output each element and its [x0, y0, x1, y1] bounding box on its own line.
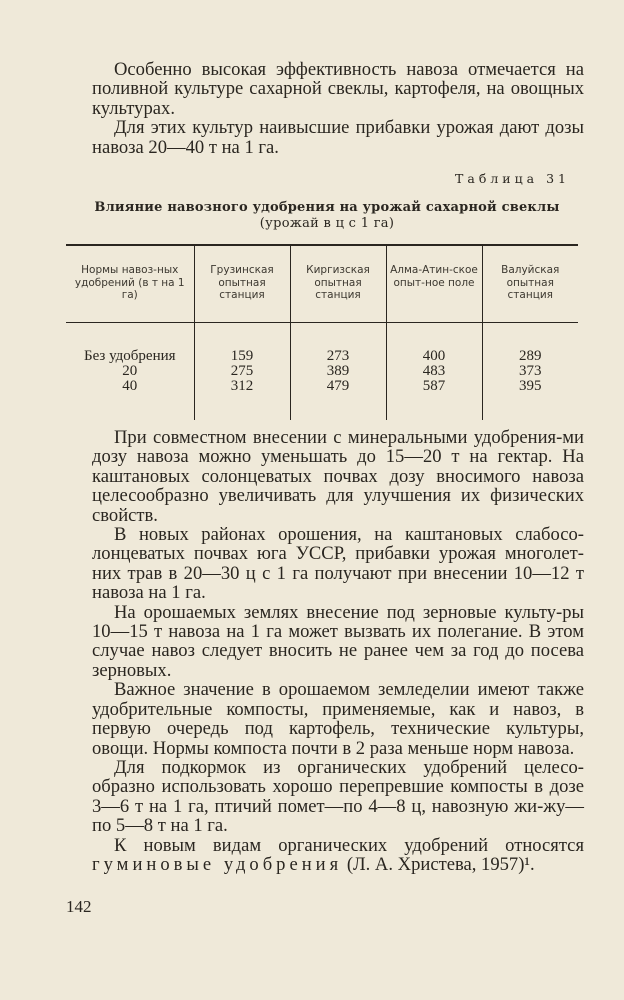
- table-cell: 479: [290, 379, 386, 420]
- table-cell: 483: [386, 364, 482, 379]
- citation: (Л. А. Христева, 1957)¹.: [346, 853, 535, 875]
- paragraph: [92, 836, 584, 875]
- table-cell: 273: [290, 323, 386, 365]
- paragraph: В новых районах орошения, на каштановых слабосо-лонцеватых почвах юга УССР, прибавки урожая многолет-них трав в 20—30 ц с 1 га получают при внесении 10—12 т навоза на 1 га.: [92, 524, 584, 604]
- paragraph: Особенно высокая эффективность навоза отмечается на поливной культуре сахарной свеклы, картофеля, на овощных культурах.: [92, 59, 584, 119]
- last-paragraph-start: К новым видам органических удобрений относятся: [114, 834, 584, 856]
- page-number: 142: [66, 897, 92, 916]
- table-cell: 373: [482, 364, 578, 379]
- table-row: [66, 364, 578, 379]
- table-row: [66, 379, 578, 420]
- table-row: [66, 323, 578, 365]
- table-unit: (урожай в ц с 1 га): [259, 216, 395, 231]
- table-cell: 395: [482, 379, 578, 420]
- table-cell: Без удобрения: [83, 348, 176, 364]
- column-header: Валуйская опытная станция: [482, 245, 578, 323]
- table-cell: 400: [386, 323, 482, 365]
- data-table: [66, 244, 578, 420]
- paragraph: Для этих культур наивысшие прибавки урожая дают дозы навоза 20—40 т на 1 га.: [92, 117, 584, 158]
- table-cell: 312: [194, 379, 290, 420]
- table-cell: 159: [194, 323, 290, 365]
- table-cell: 275: [194, 364, 290, 379]
- intro-text: [92, 60, 584, 157]
- column-header: Нормы навоз-ных удобрений (в т на 1 га): [66, 245, 194, 323]
- column-header: Алма-Атин-ское опыт-ное поле: [386, 245, 482, 323]
- table-header-row: [66, 245, 578, 323]
- table-cell: 587: [386, 379, 482, 420]
- paragraph: Для подкормок из органических удобрений целесо-образно использовать хорошо перепревшие компосты в дозе 3—6 т на 1 га, птичий помет—по 4—8 ц, навозную жи-жу—по 5—8 т на 1 га.: [92, 756, 584, 837]
- table-cell: 20: [122, 363, 138, 379]
- table-cell: 289: [482, 323, 578, 365]
- table-title: Влияние навозного удобрения на урожай сахарной свеклы: [94, 200, 560, 215]
- column-header: Грузинская опытная станция: [194, 245, 290, 323]
- body-text: [92, 428, 584, 874]
- paragraph: При совместном внесении с минеральными удобрения-ми дозу навоза можно уменьшать до 15—20 т на гектар. На каштановых солонцеватых почвах дозу вносимого навоза целесообразно увеличивать для улучшения их физических свойств.: [92, 427, 584, 526]
- column-header: Киргизская опытная станция: [290, 245, 386, 323]
- table-cell: 389: [290, 364, 386, 379]
- paragraph: На орошаемых землях внесение под зерновые культу-ры 10—15 т навоза на 1 га может вызвать их полегание. В этом случае навоз следует вносить не ранее чем за год до посева зерновых.: [92, 601, 584, 681]
- paragraph: Важное значение в орошаемом земледелии имеют также удобрительные компосты, применяемые, как и навоз, в первую очередь под картофель, технические культуры, овощи. Нормы компоста почти в 2 раза меньше норм навоза.: [92, 679, 584, 759]
- emphasized-term: гуминовые удобрения: [92, 853, 343, 875]
- table-caption: [70, 200, 584, 232]
- table-cell: 40: [122, 378, 138, 394]
- table-number: Таблица 31: [455, 171, 570, 186]
